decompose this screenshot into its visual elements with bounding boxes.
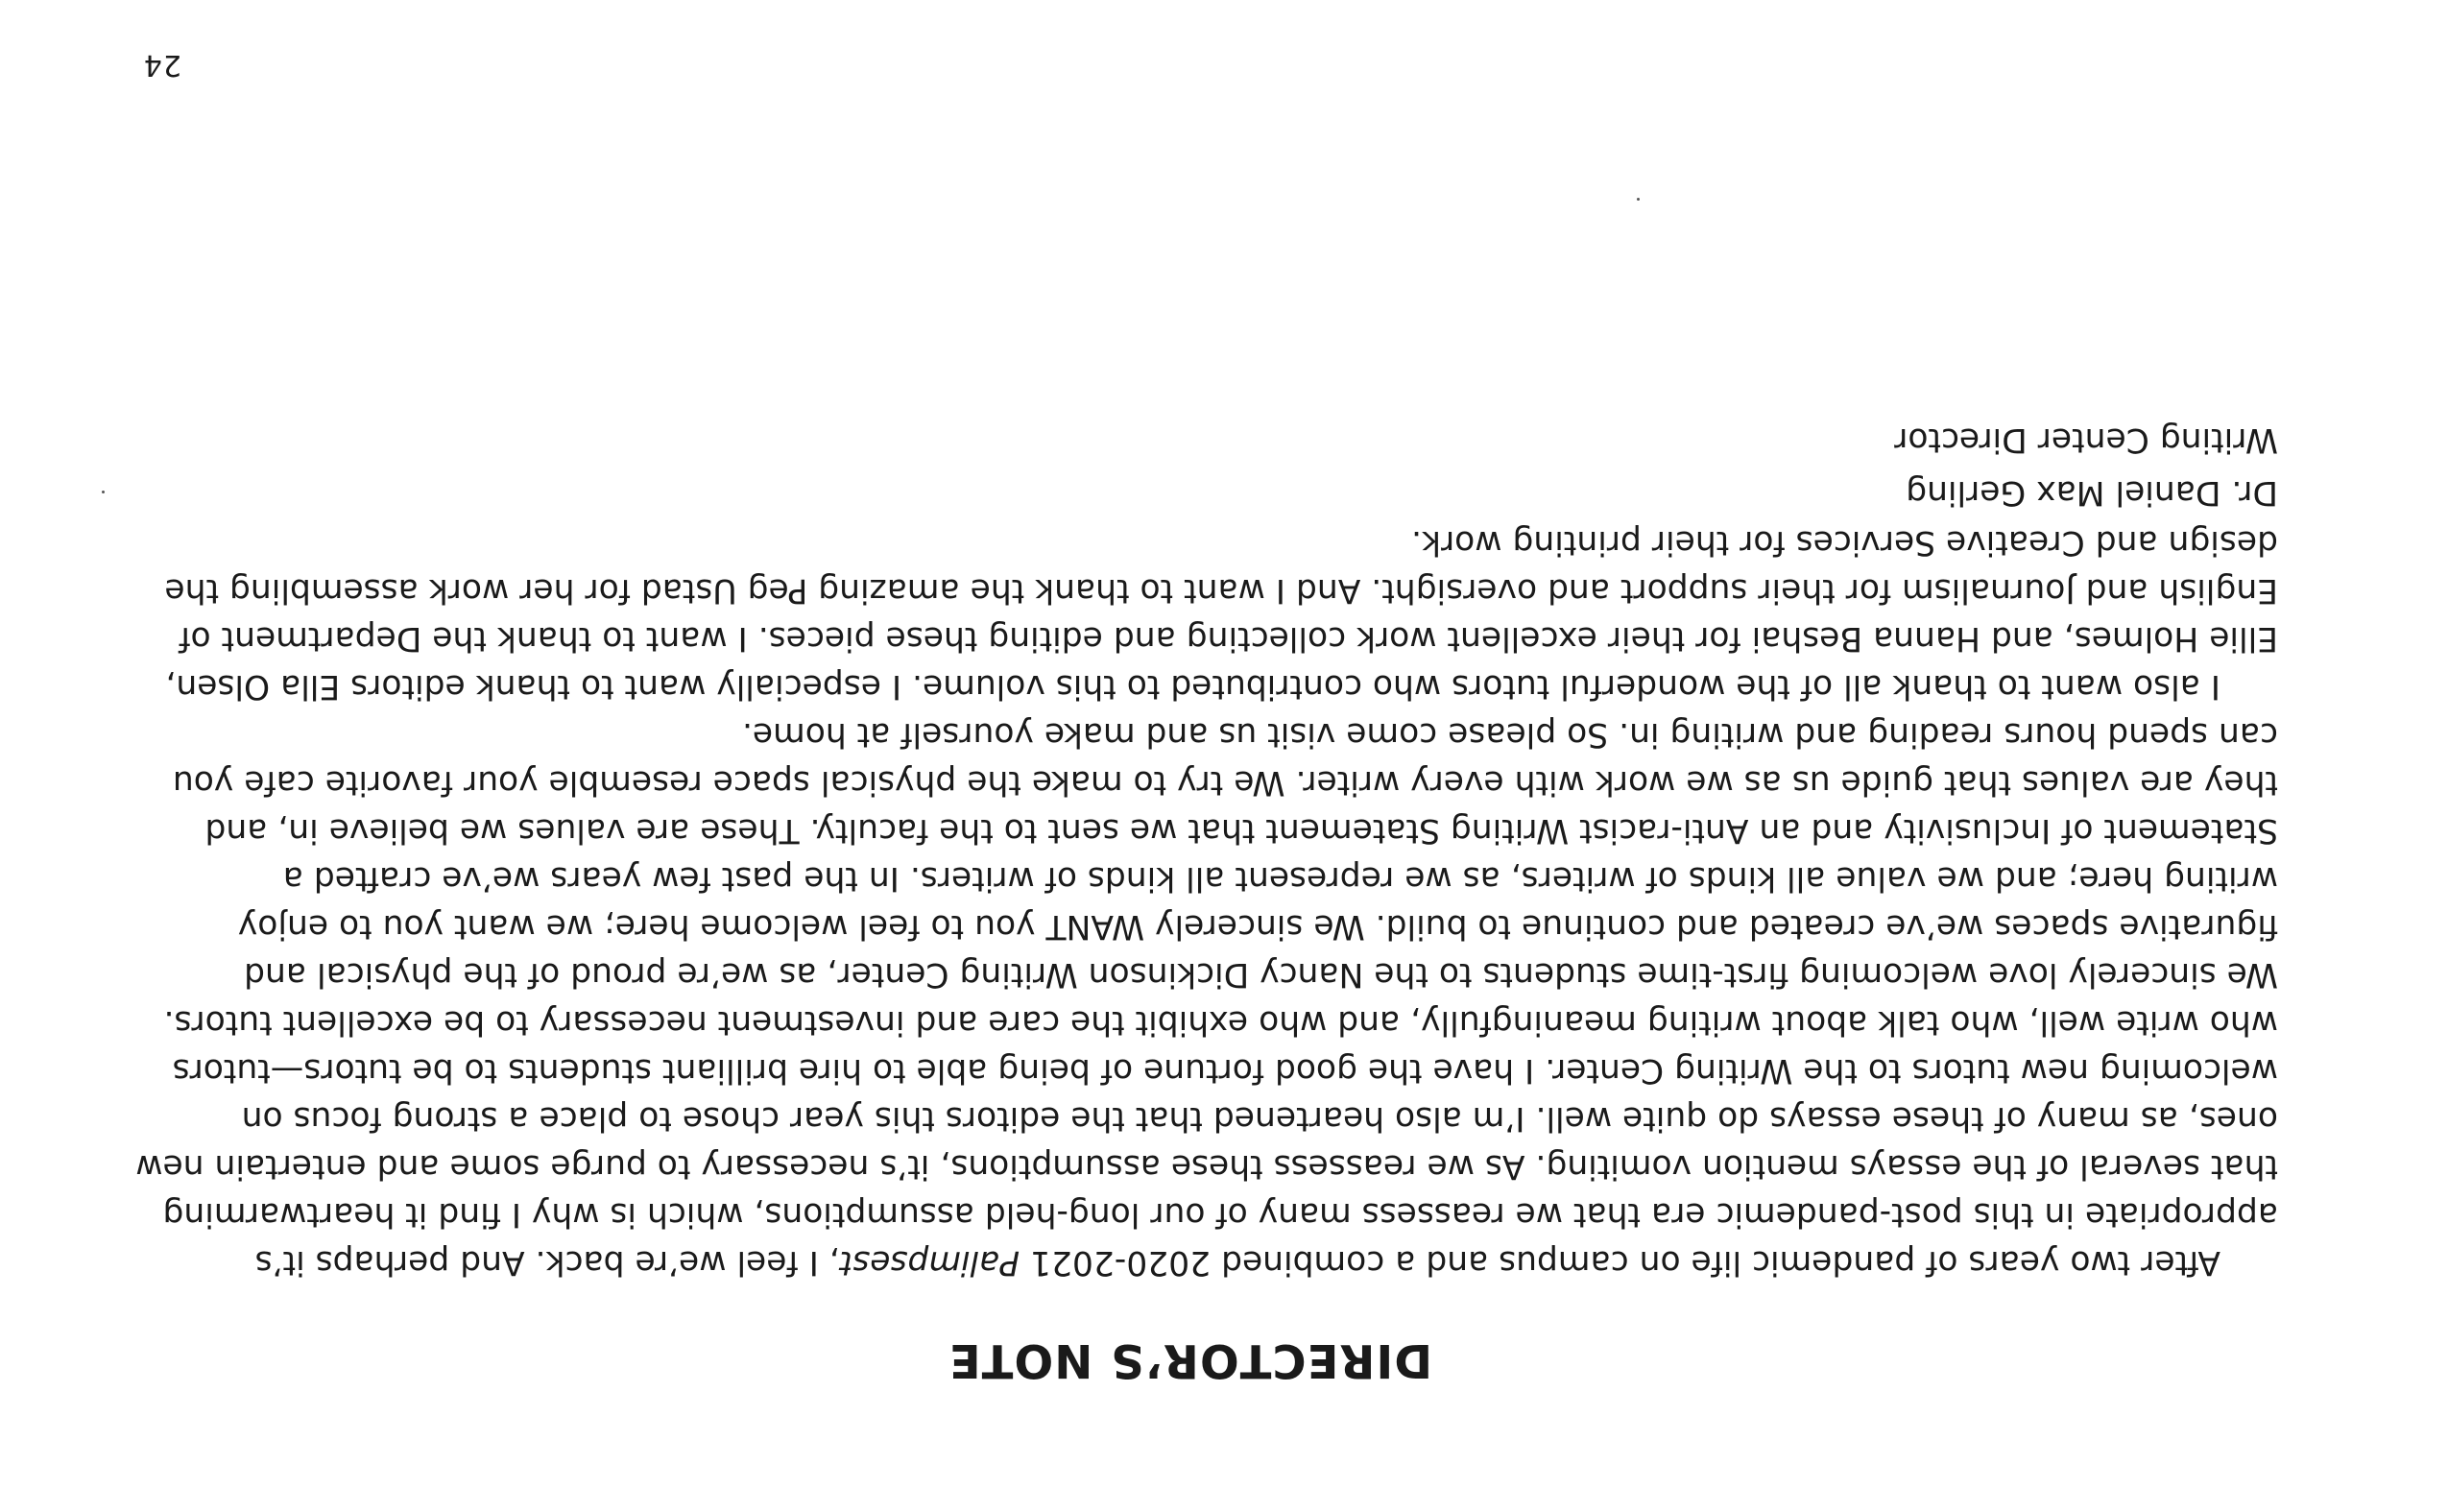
paragraph-2: I also want to thank all of the wonderful tutors who contributed to this volume. I especially want to thank editors Ella Olsen, Ellie Holmes, and Hanna Beshai for their excellent work collecting and editing these pieces. I want to thank the Department of English and Journalism for their support and oversight. And I want to thank the amazing Peg Ustad for her work assembling the design and Creative Services for their printing work. — [164, 523, 2278, 706]
page-number: 24 — [142, 48, 181, 82]
signature-name: Dr. Daniel Max Gerling — [1906, 473, 2278, 512]
paragraph-1 — [128, 710, 2278, 1286]
paragraph-1-start: After two years of pandemic life on campus and a combined 2020-2021 — [1020, 1243, 2220, 1282]
scan-speck — [1637, 198, 1640, 201]
publication-title: Palimpsest — [839, 1243, 1020, 1282]
paragraph-1-rest: , I feel we’re back. And perhaps it’s appropriate in this post-pandemic era that we reassess many of our long-held assumptions, which is why I find it heartwarming that several of the essays mention vomiting. As we reassess these assumptions, it’s necessary to purge some and entertain new ones, as many of these essays do quite well. I’m also heartened that the editors this year chose to place a strong focus on welcoming new tutors to the Writing Center. I have the good fortune of being able to hire brilliant students to be tutors—tutors who write well, who talk about writing meaningfully, and who exhibit the care and investment necessary to be excellent tutors. We sincerely love welcoming first-time students to the Nancy Dickinson Writing Center, as we’re proud of the physical and figurative spaces we’ve created and continue to build. We sincerely WANT you to feel welcome here; we want you to enjoy writing here; and we value all kinds of writers, as we represent all kinds of writers. In the past few years we’ve crafted a Statement of Inclusivity and an Anti-racist Writing Statement that we sent to the faculty. These are values we believe in, and they are values that guide us as we work with every writer. We try to make the physical space resemble your favorite cafe you can spend hours reading and writing in. So please come visit us and make yourself at home. — [135, 715, 2278, 1282]
body-text — [128, 518, 2278, 1286]
page-title: DIRECTOR’S NOTE — [948, 1333, 1433, 1387]
signature-role: Writing Center Director — [1894, 420, 2278, 459]
signature-block — [1894, 413, 2278, 518]
scan-speck — [102, 491, 105, 493]
